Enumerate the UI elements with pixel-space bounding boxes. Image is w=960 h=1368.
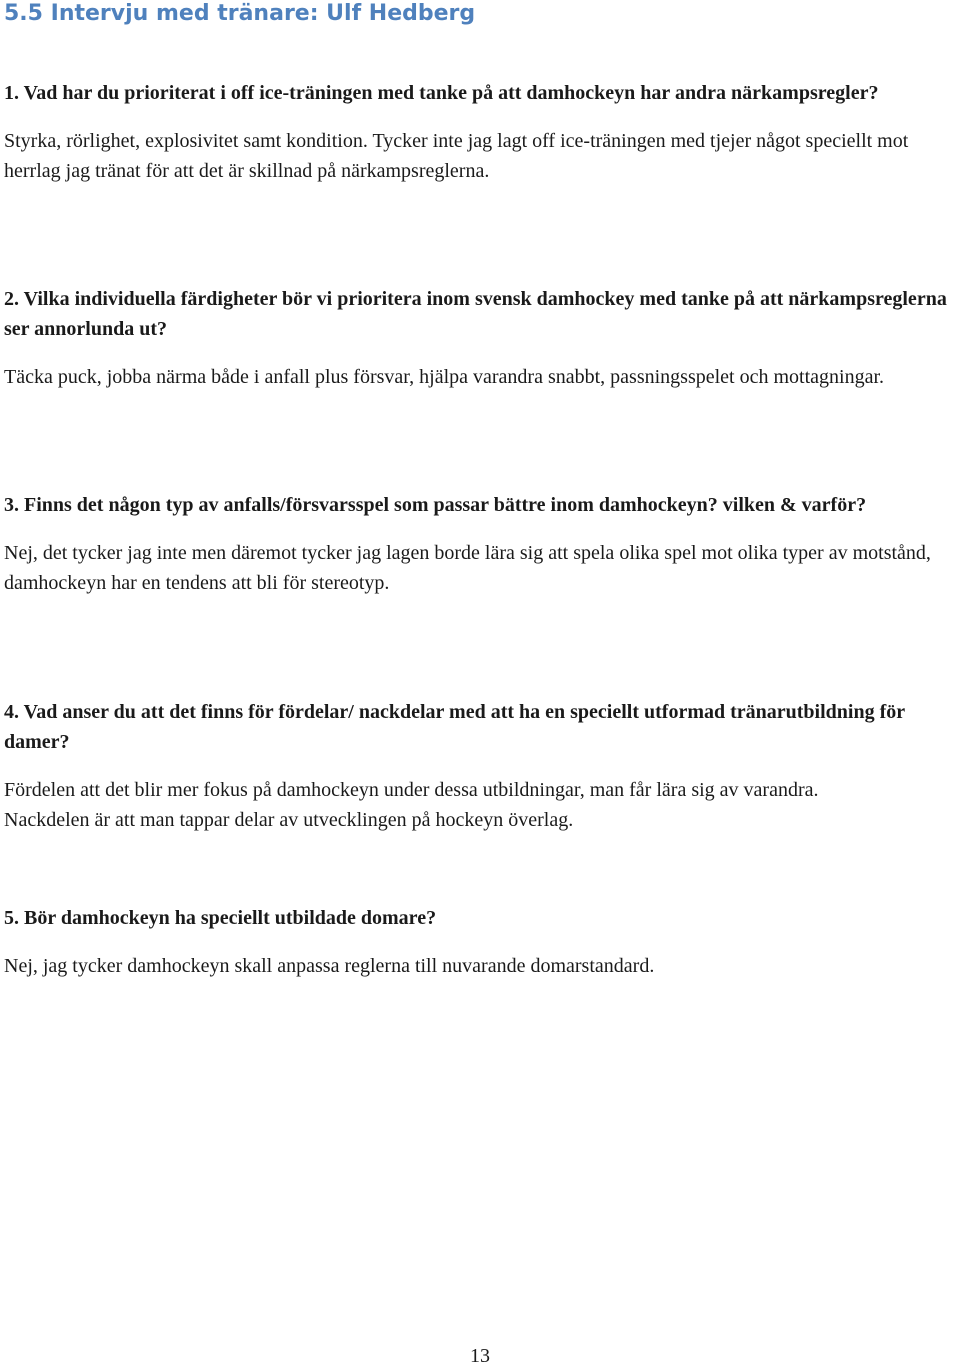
question-4: 4. Vad anser du att det finns för fördelar/ nackdelar med att ha en speciellt utformad tränarutbildning för damer? (4, 701, 905, 753)
page-number: 13 (470, 1345, 490, 1367)
question-2: 2. Vilka individuella färdigheter bör vi prioritera inom svensk damhockey med tanke på att närkampsreglerna ser annorlunda ut? (4, 288, 947, 340)
question-5: 5. Bör damhockeyn ha speciellt utbildade domare? (4, 907, 437, 929)
answer-3: Nej, det tycker jag inte men däremot tycker jag lagen borde lära sig att spela olika spel mot olika typer av motstånd, damhockeyn har en tendens att bli för stereotyp. (4, 542, 931, 594)
qa-item-2 (4, 284, 956, 392)
answer-5: Nej, jag tycker damhockeyn skall anpassa reglerna till nuvarande domarstandard. (4, 955, 655, 977)
answer-4-line-1: Fördelen att det blir mer fokus på damhockeyn under dessa utbildningar, man får lära sig av varandra. (4, 779, 819, 801)
qa-item-5 (4, 903, 956, 981)
answer-2: Täcka puck, jobba närma både i anfall plus försvar, hjälpa varandra snabbt, passningsspelet och mottagningar. (4, 366, 885, 388)
qa-item-1 (4, 78, 956, 186)
question-3: 3. Finns det någon typ av anfalls/försvarsspel som passar bättre inom damhockeyn? vilken & varför? (4, 494, 867, 516)
question-1: 1. Vad har du prioriterat i off ice-träningen med tanke på att damhockeyn har andra närkampsregler? (4, 82, 879, 104)
qa-item-3 (4, 490, 956, 598)
answer-1: Styrka, rörlighet, explosivitet samt kondition. Tycker inte jag lagt off ice-träningen med tjejer något speciellt mot herrlag jag tränat för att det är skillnad på närkampsreglerna. (4, 130, 909, 182)
section-heading: 5.5 Intervju med tränare: Ulf Hedberg (4, 1, 476, 26)
answer-4-line-2: Nackdelen är att man tappar delar av utvecklingen på hockeyn överlag. (4, 809, 574, 831)
qa-item-4 (4, 697, 956, 835)
answer-4 (4, 775, 956, 835)
